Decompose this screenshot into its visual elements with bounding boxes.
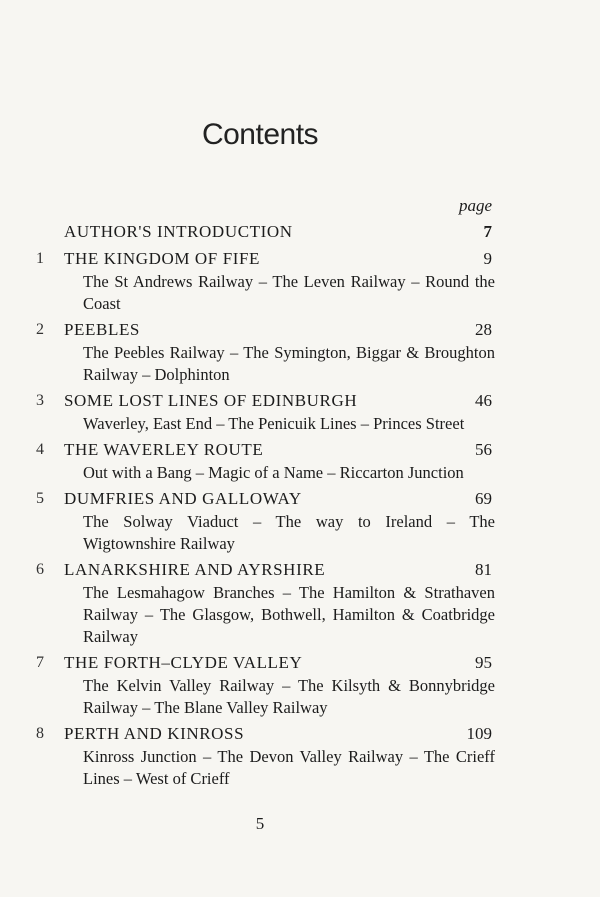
contents-entry-introduction <box>0 220 600 244</box>
chapter-subtitle: Out with a Bang – Magic of a Name – Riccarton Junction <box>83 463 464 482</box>
contents-entry-1 <box>0 247 600 315</box>
contents-entry-4 <box>0 438 600 484</box>
chapter-title: LANARKSHIRE AND AYRSHIRE <box>64 560 326 579</box>
chapter-page-number: 46 <box>475 391 492 410</box>
chapter-page-number: 7 <box>483 222 492 241</box>
page-title: Contents <box>201 118 319 151</box>
chapter-number: 7 <box>36 654 44 671</box>
chapter-title: PEEBLES <box>64 320 140 339</box>
chapter-page-number: 28 <box>475 320 492 339</box>
chapter-subtitle: Waverley, East End – The Penicuik Lines – Princes Street <box>83 414 465 433</box>
chapter-number: 4 <box>36 441 44 458</box>
chapter-title: THE KINGDOM OF FIFE <box>64 249 261 268</box>
chapter-number: 6 <box>36 561 44 578</box>
chapter-page-number: 109 <box>466 724 492 743</box>
chapter-subtitle: The Kelvin Valley Railway – The Kilsyth & Bonnybridge Railway – The Blane Valley Railway <box>83 676 495 717</box>
contents-entry-8 <box>0 722 600 790</box>
chapter-number: 1 <box>36 250 44 267</box>
chapter-subtitle: The Lesmahagow Branches – The Hamilton & Strathaven Railway – The Glasgow, Bothwell, Hamilton & Coatbridge Railway <box>83 583 495 646</box>
chapter-page-number: 9 <box>483 249 492 268</box>
chapter-title: THE WAVERLEY ROUTE <box>64 440 264 459</box>
chapter-title: AUTHOR'S INTRODUCTION <box>64 222 293 241</box>
page-folio: 5 <box>255 814 265 833</box>
chapter-title: PERTH AND KINROSS <box>64 724 245 743</box>
chapter-title: DUMFRIES AND GALLOWAY <box>64 489 302 508</box>
contents-entry-5 <box>0 487 600 555</box>
chapter-number: 5 <box>36 490 44 507</box>
chapter-page-number: 69 <box>475 489 492 508</box>
chapter-subtitle: Kinross Junction – The Devon Valley Railway – The Crieff Lines – West of Crieff <box>83 747 495 788</box>
contents-entry-3 <box>0 389 600 435</box>
chapter-number: 2 <box>36 321 44 338</box>
chapter-page-number: 56 <box>475 440 492 459</box>
chapter-page-number: 95 <box>475 653 492 672</box>
chapter-title: THE FORTH–CLYDE VALLEY <box>64 653 303 672</box>
contents-entry-6 <box>0 558 600 648</box>
chapter-number: 3 <box>36 392 44 409</box>
chapter-page-number: 81 <box>475 560 492 579</box>
chapter-subtitle: The Peebles Railway – The Symington, Biggar & Broughton Railway – Dolphinton <box>83 343 495 384</box>
contents-entry-7 <box>0 651 600 719</box>
chapter-title: SOME LOST LINES OF EDINBURGH <box>64 391 358 410</box>
contents-list <box>0 220 600 793</box>
chapter-number: 8 <box>36 725 44 742</box>
chapter-subtitle: The Solway Viaduct – The way to Ireland – The Wigtownshire Railway <box>83 512 495 553</box>
page-column-label: page <box>458 196 492 215</box>
chapter-subtitle: The St Andrews Railway – The Leven Railway – Round the Coast <box>83 272 495 313</box>
contents-entry-2 <box>0 318 600 386</box>
